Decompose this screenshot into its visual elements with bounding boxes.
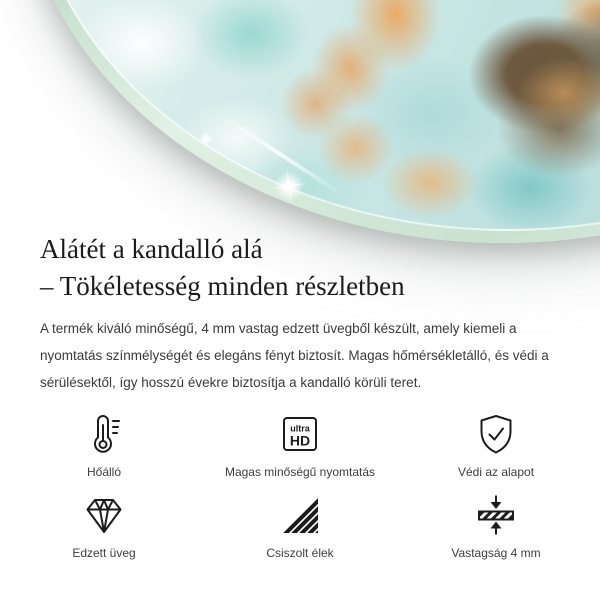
product-description: A termék kiváló minőségű, 4 mm vastag edzett üvegből készült, amely kiemeli a nyomtatás színmélységét és elegáns fényt biztosít. Magas hőmérsékletálló, és védi a sérülésektől, így hosszú évekre biztosítja a kandalló körüli teret. bbox=[40, 321, 549, 390]
feature-label: Csiszolt élek bbox=[266, 546, 334, 560]
feature-grid bbox=[0, 412, 600, 560]
feature-label: Hőálló bbox=[86, 465, 122, 479]
feature-label: Edzett üveg bbox=[72, 546, 136, 560]
polished-edge-icon bbox=[278, 493, 322, 537]
feature-protects-base bbox=[398, 412, 594, 479]
title-line-2: – Tökéletesség minden részletben bbox=[40, 271, 405, 301]
ultra-hd-icon bbox=[278, 412, 322, 456]
feature-polished-edges bbox=[202, 493, 398, 560]
shield-check-icon bbox=[474, 412, 518, 456]
title-line-1: Alátét a kandalló alá bbox=[40, 234, 263, 264]
thickness-icon bbox=[474, 493, 518, 537]
thermometer-icon bbox=[82, 412, 126, 456]
diamond-icon bbox=[82, 493, 126, 537]
feature-label: Magas minőségű nyomtatás bbox=[224, 465, 376, 479]
feature-thickness bbox=[398, 493, 594, 560]
ultra-hd-icon-text-top: ultra bbox=[290, 423, 310, 434]
feature-tempered-glass bbox=[6, 493, 202, 560]
feature-heat-resistant bbox=[6, 412, 202, 479]
page-title bbox=[40, 0, 560, 305]
feature-ultra-hd-print bbox=[202, 412, 398, 479]
feature-label: Védi az alapot bbox=[457, 465, 535, 479]
ultra-hd-icon-text-bottom: HD bbox=[289, 432, 311, 449]
feature-label: Vastagság 4 mm bbox=[451, 546, 541, 560]
